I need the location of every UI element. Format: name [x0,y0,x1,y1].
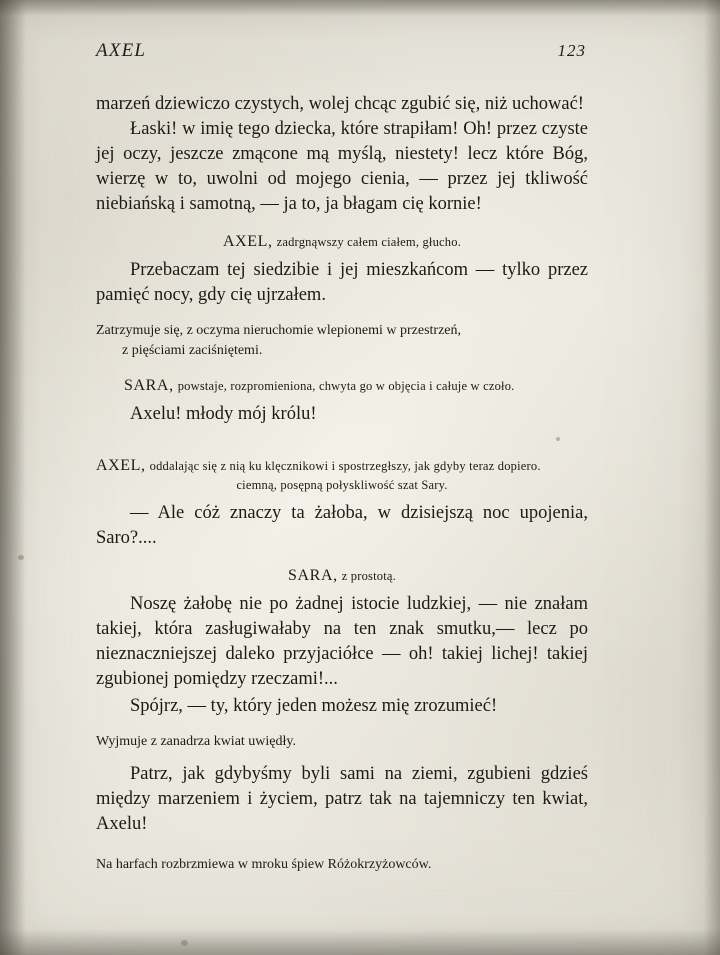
stage-direction-line: z pięściami zaciśniętemi. [122,343,263,358]
speech-heading [96,566,588,586]
stage-direction: ciemną, posępną połyskliwość szat Sary. [236,478,448,492]
page-content [96,40,588,885]
speech-heading [96,376,588,396]
paragraph: Patrz, jak gdybyśmy byli sami na ziemi, zgubieni gdzieś między marzeniem i życiem, patrz tak na tajemniczy ten kwiat, Axelu! [96,764,588,834]
stage-direction-line: Na harfach rozbrzmiewa w mroku śpiew Różokrzyżowców. [96,857,432,872]
page-number: 123 [557,41,586,60]
paragraph: — Ale cóż znaczy ta żałoba, w dzisiejszą noc upojenia, Saro?.... [96,503,588,548]
stage-direction-line: Wyjmuje z zanadrza kwiat uwiędły. [96,734,296,749]
speech-heading [96,232,588,252]
speaker-name: SARA, [288,567,338,584]
speech-heading [96,456,588,495]
stage-direction-block [96,855,588,875]
paragraph: Przebaczam tej siedzibie i jej mieszkańcom — tylko przez pamięć nocy, gdy cię ujrzałem. [96,260,588,305]
paragraph: Łaski! w imię tego dziecka, które strapiłam! Oh! przez czyste jej oczy, jeszcze zmącone mą myślą, niestety! lecz które Bóg, wierzę w to, uwolni od mojego cienia, — przez jej tkliwość niebiańską i samotną, — ja to, ja błagam cię kornie! [96,119,588,214]
speaker-name: AXEL, [96,457,146,474]
paper-speck [181,940,188,946]
stage-direction: oddalając się z nią ku klęcznikowi i spostrzegłszy, jak gdyby teraz dopiero. [149,459,541,473]
page-edge-shadow-right [704,0,720,955]
stage-direction-block [96,321,588,361]
stage-direction: powstaje, rozpromieniona, chwyta go w objęcia i całuje w czoło. [177,379,515,393]
paragraph: Noszę żałobę nie po żadnej istocie ludzkiej, — nie znałam takiej, która zasługiwałaby na ten znak smutku,— lecz po nieznaczniejszej daleko przyjaciółce — oh! takiej lichej! takiej zgubionej pomiędzy rzeczami!... [96,594,588,689]
dialogue-text: Spójrz, — ty, który jeden możesz mię zrozumieć! [130,696,498,716]
stage-direction: zadrgnąwszy całem ciałem, głucho. [276,235,462,249]
stage-direction-line: Zatrzymuje się, z oczyma nieruchomie wlepionemi w przestrzeń, [96,323,462,338]
paper-speck [18,555,24,560]
page-edge-shadow-top [0,0,720,16]
page-edge-shadow-bottom [0,929,720,955]
speaker-name: AXEL, [222,233,273,250]
spacer [96,427,588,441]
dialogue-line [96,402,588,427]
paragraph: marzeń dziewiczo czystych, wolej chcąc zgubić się, niż uchować! [96,94,584,114]
dialogue-line [96,694,588,719]
stage-direction: z prostotą. [341,569,396,583]
page-edge-shadow-left [0,0,26,955]
running-head [96,40,588,62]
speaker-name: SARA, [124,377,174,394]
running-head-title: AXEL [96,40,147,61]
dialogue-text: Axelu! młody mój królu! [130,404,317,424]
stage-direction-block [96,732,588,752]
